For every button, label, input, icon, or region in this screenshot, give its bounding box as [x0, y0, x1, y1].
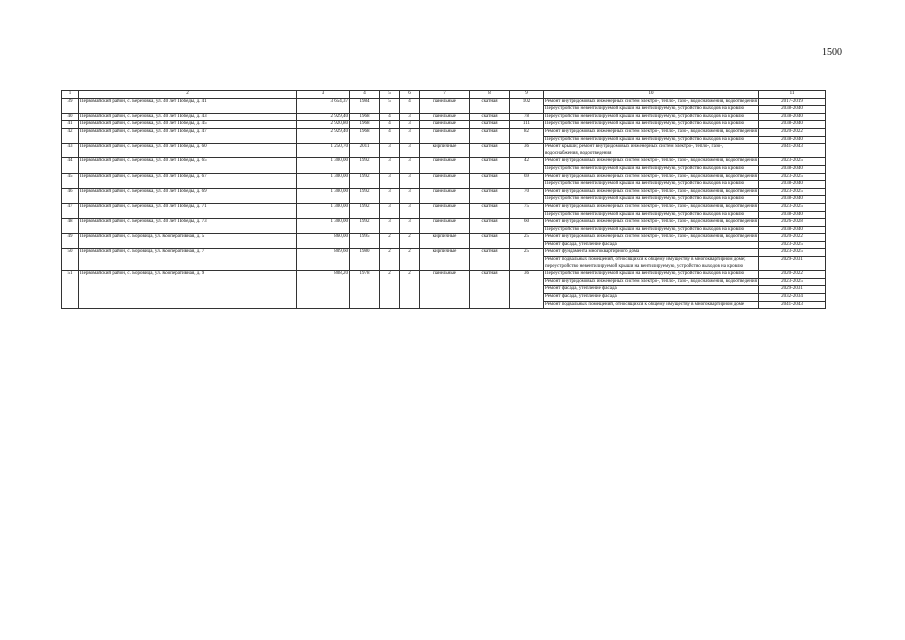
row-number: 39 — [62, 98, 79, 113]
row-number: 45 — [62, 173, 79, 188]
repair-work-type: Ремонт внутридомовых инженерных систем электро-, тепло-, газо-, водоснабжения, водоотведения — [544, 128, 759, 136]
apartment-count: 102 — [510, 98, 544, 113]
column-number-row — [62, 91, 826, 99]
entrance-count: 3 — [400, 219, 420, 234]
repair-period: 2038-2040 — [759, 165, 826, 173]
apartment-count: 42 — [510, 158, 544, 173]
table-row — [62, 219, 826, 227]
house-address: Первомайский район, с. Боровица, ул. Кооперативная, д. 7 — [79, 249, 297, 271]
column-header: 8 — [470, 91, 510, 99]
roof-type: скатная — [470, 219, 510, 234]
house-address: Первомайский район, с. Берёзовка, ул. 40 лет Победы, д. 73 — [79, 219, 297, 234]
row-number: 44 — [62, 158, 79, 173]
repair-period: 2020-2022 — [759, 128, 826, 136]
column-header: 10 — [544, 91, 759, 99]
entrance-count: 2 — [400, 271, 420, 309]
wall-material: панельные — [420, 173, 470, 188]
total-area: 809,60 — [297, 249, 350, 271]
repair-work-type: Переустройство невентилируемой крыши на вентилируемую, устройство выходов на кровлю — [544, 136, 759, 144]
entrance-count: 2 — [400, 234, 420, 249]
build-year: 1992 — [350, 219, 380, 234]
repair-period: 2038-2040 — [759, 121, 826, 129]
repair-period: 2038-2040 — [759, 136, 826, 144]
roof-type: скатная — [470, 113, 510, 121]
entrance-count: 3 — [400, 128, 420, 143]
floor-count: 3 — [380, 158, 400, 173]
wall-material: панельные — [420, 98, 470, 113]
repair-work-type: Переустройство невентилируемой крыши на вентилируемую, устройство выходов на кровлю — [544, 211, 759, 219]
house-address: Первомайский район, с. Берёзовка, ул. 40 лет Победы, д. 41 — [79, 98, 297, 113]
house-address: Первомайский район, с. Берёзовка, ул. 40 лет Победы, д. 60 — [79, 144, 297, 158]
floor-count: 2 — [380, 234, 400, 249]
floor-count: 3 — [380, 203, 400, 218]
build-year: 2011 — [350, 144, 380, 158]
repair-period: 2041-2043 — [759, 144, 826, 158]
repair-work-type: Переустройство невентилируемой крыши на вентилируемую, устройство выходов на кровлю — [544, 226, 759, 234]
repair-work-type: Ремонт внутридомовых инженерных систем электро-, тепло-, газо-, водоснабжения, водоотведения — [544, 234, 759, 242]
repair-work-type: Ремонт фасада, утепление фасада — [544, 294, 759, 302]
floor-count: 3 — [380, 173, 400, 188]
build-year: 1992 — [350, 203, 380, 218]
house-address: Первомайский район, с. Берёзовка, ул. 40 лет Победы, д. 47 — [79, 128, 297, 143]
total-area: 2 920,80 — [297, 121, 350, 129]
row-number: 43 — [62, 144, 79, 158]
entrance-count: 3 — [400, 144, 420, 158]
entrance-count: 3 — [400, 173, 420, 188]
wall-material: панельные — [420, 121, 470, 129]
repair-period: 2023-2025 — [759, 249, 826, 257]
repair-work-type: Переустройство невентилируемой крыши на вентилируемую, устройство выходов на кровлю — [544, 271, 759, 279]
entrance-count: 3 — [400, 188, 420, 203]
entrance-count: 3 — [400, 113, 420, 121]
row-number: 40 — [62, 113, 79, 121]
repair-work-type: Ремонт внутридомовых инженерных систем электро-, тепло-, газо-, водоснабжения, водоотведения — [544, 158, 759, 166]
roof-type: скатная — [470, 203, 510, 218]
wall-material: панельные — [420, 158, 470, 173]
roof-type: скатная — [470, 98, 510, 113]
repair-period: 2029-2031 — [759, 286, 826, 294]
repair-period: 2020-2022 — [759, 271, 826, 279]
repair-work-type: Ремонт внутридомовых инженерных систем электро-, тепло-, газо-, водоснабжения, водоотведения — [544, 173, 759, 181]
table-row — [62, 158, 826, 166]
repair-work-type: Ремонт фасада, утепление фасада — [544, 241, 759, 249]
build-year: 1978 — [350, 271, 380, 309]
row-number: 47 — [62, 203, 79, 218]
house-address: Первомайский район, с. Берёзовка, ул. 40 лет Победы, д. 71 — [79, 203, 297, 218]
repair-period: 2038-2040 — [759, 211, 826, 219]
repair-period: 2023-2025 — [759, 203, 826, 211]
total-area: 2 929,40 — [297, 128, 350, 143]
apartment-count: 70 — [510, 188, 544, 203]
table-row — [62, 144, 826, 158]
repair-work-type: Ремонт фундамента многоквартирного дома — [544, 249, 759, 257]
apartment-count: 82 — [510, 128, 544, 143]
repair-period: 2017-2019 — [759, 98, 826, 106]
repair-period: 2029-2031 — [759, 257, 826, 271]
repair-work-type: Переустройство невентилируемой крыши на вентилируемую, устройство выходов на кровлю — [544, 165, 759, 173]
table-row — [62, 113, 826, 121]
build-year: 1968 — [350, 128, 380, 143]
roof-type: скатная — [470, 173, 510, 188]
house-address: Первомайский район, с. Берёзовка, ул. 40 лет Победы, д. 69 — [79, 188, 297, 203]
roof-type: скатная — [470, 158, 510, 173]
repair-period: 2023-2025 — [759, 241, 826, 249]
repair-work-type: Ремонт подвальных помещений, относящихся к общему имуществу в многоквартирном доме — [544, 301, 759, 309]
repair-work-type: Ремонт внутридомовых инженерных систем электро-, тепло-, газо-, водоснабжения, водоотведения — [544, 219, 759, 227]
floor-count: 4 — [380, 128, 400, 143]
repair-period: 2041-2043 — [759, 301, 826, 309]
repair-period: 2023-2025 — [759, 173, 826, 181]
floor-count: 5 — [380, 98, 400, 113]
repair-work-type: Ремонт внутридомовых инженерных систем электро-, тепло-, газо-, водоснабжения, водоотведения — [544, 188, 759, 196]
house-address: Первомайский район, с. Берёзовка, ул. 40 лет Победы, д. 65 — [79, 158, 297, 173]
house-address: Первомайский район, с. Берёзовка, ул. 40 лет Победы, д. 43 — [79, 113, 297, 121]
repair-period: 2038-2040 — [759, 106, 826, 114]
column-header: 2 — [79, 91, 297, 99]
column-header: 5 — [380, 91, 400, 99]
apartment-count: 111 — [510, 121, 544, 129]
apartment-count: 78 — [510, 113, 544, 121]
floor-count: 3 — [380, 144, 400, 158]
repair-work-type: Ремонт внутридомовых инженерных систем электро-, тепло-, газо-, водоснабжения, водоотведения — [544, 278, 759, 286]
total-area: 1 300,00 — [297, 173, 350, 188]
repair-work-type: Ремонт подвальных помещений, относящихся к общему имуществу в многоквартирном доме; переустройство невентилируемой крыши на вентилируемую, устройство выходов на кровлю — [544, 257, 759, 271]
table-row — [62, 271, 826, 279]
build-year: 1968 — [350, 121, 380, 129]
column-header: 1 — [62, 91, 79, 99]
repair-period: 2038-2040 — [759, 181, 826, 189]
table-row — [62, 173, 826, 181]
build-year: 1992 — [350, 173, 380, 188]
apartment-count: 75 — [510, 203, 544, 218]
total-area: 2 929,40 — [297, 113, 350, 121]
repair-period: 2026-2028 — [759, 219, 826, 227]
total-area: 1 300,00 — [297, 188, 350, 203]
repair-work-type: Переустройство невентилируемой крыши на вентилируемую, устройство выходов на кровлю — [544, 113, 759, 121]
table-row — [62, 203, 826, 211]
roof-type: скатная — [470, 249, 510, 271]
roof-type: скатная — [470, 271, 510, 309]
house-address: Первомайский район, с. Берёзовка, ул. 40 лет Победы, д. 67 — [79, 173, 297, 188]
repair-work-type: Ремонт фасада, утепление фасада — [544, 286, 759, 294]
apartment-count: 69 — [510, 173, 544, 188]
table-row — [62, 249, 826, 257]
house-address: Первомайский район, с. Боровица, ул. Кооперативная, д. 5 — [79, 234, 297, 249]
wall-material: кирпичные — [420, 234, 470, 249]
entrance-count: 2 — [400, 249, 420, 271]
repair-period: 2038-2040 — [759, 113, 826, 121]
apartment-count: 36 — [510, 144, 544, 158]
apartment-count: 25 — [510, 249, 544, 271]
entrance-count: 4 — [400, 98, 420, 113]
repair-period: 2023-2025 — [759, 188, 826, 196]
column-header: 3 — [297, 91, 350, 99]
repair-period: 2020-2022 — [759, 234, 826, 242]
column-header: 4 — [350, 91, 380, 99]
entrance-count: 3 — [400, 121, 420, 129]
apartment-count: 25 — [510, 234, 544, 249]
repair-work-type: Переустройство невентилируемой крыши на вентилируемую, устройство выходов на кровлю — [544, 181, 759, 189]
wall-material: панельные — [420, 128, 470, 143]
house-address: Первомайский район, с. Боровица, ул. Кооперативная, д. 9 — [79, 271, 297, 309]
repair-work-type: Ремонт внутридомовых инженерных систем электро-, тепло-, газо-, водоснабжения, водоотведения — [544, 98, 759, 106]
repair-work-type: Ремонт крыши; ремонт внутридомовых инженерных систем электро-, тепло-, газо-, водоснабжения, водоотведения — [544, 144, 759, 158]
table-row — [62, 121, 826, 129]
page-number: 1500 — [822, 47, 842, 58]
column-header: 11 — [759, 91, 826, 99]
entrance-count: 3 — [400, 203, 420, 218]
total-area: 1 300,00 — [297, 219, 350, 234]
row-number: 41 — [62, 121, 79, 129]
roof-type: скатная — [470, 234, 510, 249]
wall-material: панельные — [420, 113, 470, 121]
build-year: 1968 — [350, 113, 380, 121]
wall-material: панельные — [420, 271, 470, 309]
table-row — [62, 188, 826, 196]
build-year: 1980 — [350, 249, 380, 271]
floor-count: 3 — [380, 188, 400, 203]
total-area: 1 250,70 — [297, 144, 350, 158]
total-area: 3 654,37 — [297, 98, 350, 113]
wall-material: кирпичные — [420, 249, 470, 271]
entrance-count: 3 — [400, 158, 420, 173]
repair-period: 2032-2034 — [759, 294, 826, 302]
column-header: 6 — [400, 91, 420, 99]
table-row — [62, 128, 826, 136]
column-header: 9 — [510, 91, 544, 99]
column-header: 7 — [420, 91, 470, 99]
total-area: 860,00 — [297, 234, 350, 249]
floor-count: 2 — [380, 271, 400, 309]
floor-count: 4 — [380, 121, 400, 129]
repair-period: 2023-2025 — [759, 158, 826, 166]
total-area: 808,20 — [297, 271, 350, 309]
floor-count: 4 — [380, 113, 400, 121]
wall-material: панельные — [420, 219, 470, 234]
row-number: 42 — [62, 128, 79, 143]
floor-count: 2 — [380, 249, 400, 271]
build-year: 1995 — [350, 234, 380, 249]
wall-material: панельные — [420, 203, 470, 218]
build-year: 1984 — [350, 98, 380, 113]
total-area: 1 300,00 — [297, 158, 350, 173]
wall-material: панельные — [420, 188, 470, 203]
roof-type: скатная — [470, 188, 510, 203]
roof-type: скатная — [470, 121, 510, 129]
repair-work-type: Переустройство невентилируемой крыши на вентилируемую, устройство выходов на кровлю — [544, 121, 759, 129]
apartment-count: 60 — [510, 219, 544, 234]
apartment-count: 36 — [510, 271, 544, 309]
table-row — [62, 98, 826, 106]
repair-period: 2023-2025 — [759, 278, 826, 286]
row-number: 48 — [62, 219, 79, 234]
repair-period: 2038-2040 — [759, 226, 826, 234]
roof-type: скатная — [470, 144, 510, 158]
house-address: Первомайский район, с. Берёзовка, ул. 40 лет Победы, д. 45 — [79, 121, 297, 129]
roof-type: скатная — [470, 128, 510, 143]
repair-period: 2038-2040 — [759, 196, 826, 204]
wall-material: кирпичные — [420, 144, 470, 158]
row-number: 46 — [62, 188, 79, 203]
capital-repair-table — [61, 90, 826, 309]
table-row — [62, 234, 826, 242]
total-area: 1 300,00 — [297, 203, 350, 218]
build-year: 1992 — [350, 158, 380, 173]
repair-work-type: Переустройство невентилируемой крыши на вентилируемую, устройство выходов на кровлю — [544, 196, 759, 204]
row-number: 50 — [62, 249, 79, 271]
build-year: 1992 — [350, 188, 380, 203]
floor-count: 3 — [380, 219, 400, 234]
repair-work-type: Ремонт внутридомовых инженерных систем электро-, тепло-, газо-, водоснабжения, водоотведения — [544, 203, 759, 211]
repair-work-type: Переустройство невентилируемой крыши на вентилируемую, устройство выходов на кровлю — [544, 106, 759, 114]
row-number: 51 — [62, 271, 79, 309]
row-number: 49 — [62, 234, 79, 249]
